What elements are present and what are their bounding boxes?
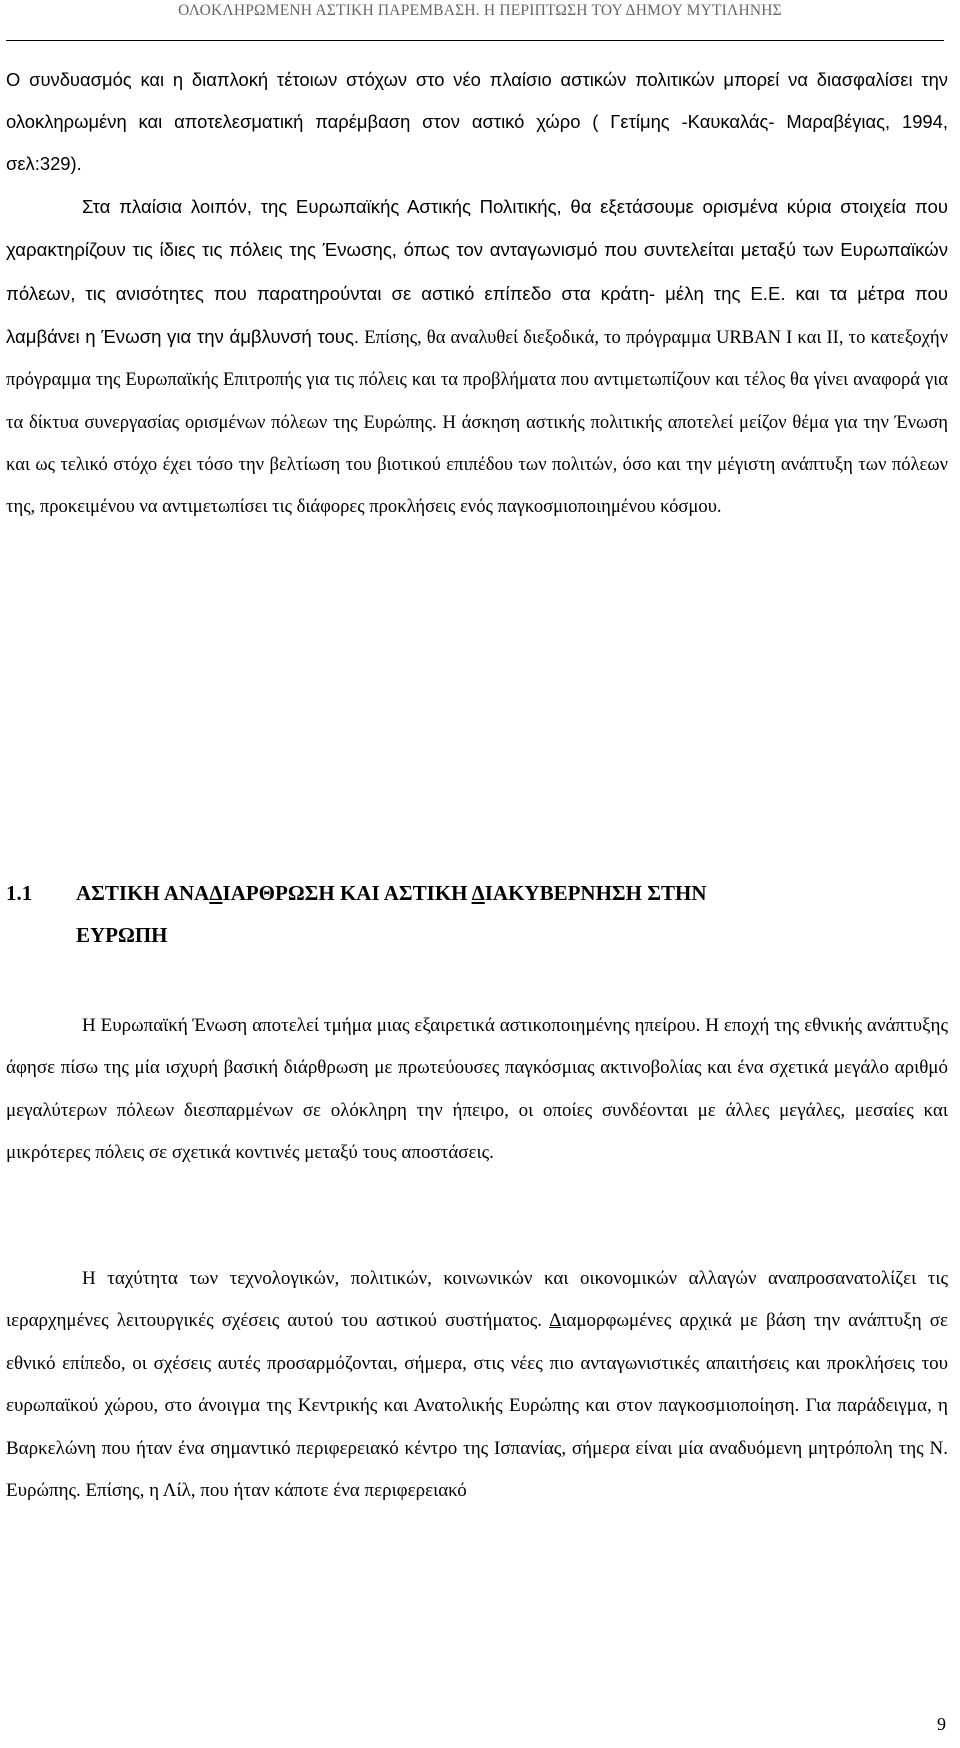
- paragraph-2-serif-part: Επίσης, θα αναλυθεί διεξοδικά, το πρόγραμμα URBAN I και II, το κατεξοχήν πρόγραμμα της Ευρωπαϊκής Επιτροπής για τις πόλεις και τα προβλήματα που αντιμετωπίζουν και τέλος θα γίνει αναφορά για τα δίκτυα συνεργασίας ορισμένων πόλεων της Ευρώπης. Η άσκηση αστικής πολιτικής αποτελεί μείζον θέμα για την Ένωση και ως τελικό στόχο έχει τόσο την βελτίωση του βιοτικού επιπέδου των πολιτών, όσο και την μέγιστη ανάπτυξη των πόλεων της, προκειμένου να αντιμετωπίσει τις διάφορες προκλήσεις ενός παγκοσμιοποιημένου κόσμου.: [6, 327, 948, 518]
- paragraph-3: Η Ευρωπαϊκή Ένωση αποτελεί τμήμα μιας εξαιρετικά αστικοποιημένης ηπείρου. Η εποχή της εθνικής ανάπτυξης άφησε πίσω της μία ισχυρή βασική διάρθρωση με πρωτεύουσες παγκόσμιας ακτινοβολίας και ένα σχετικά μεγάλο αριθμό μεγαλύτερων πόλεων διεσπαρμένων σε ολόκληρη την ήπειρο, οι οποίες συνδέονται με άλλες μεγάλες, μεσαίες και μικρότερες πόλεις σε σχετικά κοντινές μεταξύ τους αποστάσεις.: [6, 1015, 948, 1164]
- paragraph-4-part-b: ιαμορφωμένες αρχικά με βάση την ανάπτυξη σε εθνικό επίπεδο, οι σχέσεις αυτές προσαρμόζονται, σήμερα, στις νέες πιο ανταγωνιστικές απαιτήσεις και προκλήσεις του ευρωπαϊκού χώρου, στο άνοιγμα της Κεντρικής και Ανατολικής Ευρώπης και στον παγκοσμιοποίηση. Για παράδειγμα, η Βαρκελώνη που ήταν ένα σημαντικό περιφερειακό κέντρο της Ισπανίας, σήμερα είναι μία αναδυόμενη μητρόπολη της Ν. Ευρώπης. Επίσης, η Λίλ, που ήταν κάποτε ένα περιφερειακό: [6, 1310, 948, 1502]
- paragraph-4-underlined-letter: Δ: [549, 1310, 562, 1332]
- section-heading: [6, 872, 948, 914]
- section-title-line-2: ΕΥΡΩΠΗ: [76, 923, 168, 947]
- header-rule: [6, 40, 944, 41]
- paragraph-4-part-a: Η ταχύτητα των τεχνολογικών, πολιτικών, κοινωνικών και οικονομικών αλλαγών αναπροσανατολίζει τις ιεραρχημένες λειτουργικές σχέσεις αυτού του αστικού συστήματος.: [6, 1268, 948, 1332]
- section-title-underlined-1: Δ: [209, 881, 223, 905]
- section-title-part-a: ΑΣΤΙΚΗ ΑΝΑ: [76, 881, 210, 905]
- paragraph-1: Ο συνδυασμός και η διαπλοκή τέτοιων στόχων στο νέο πλαίσιο αστικών πολιτικών μπορεί να διασφαλίσει την ολοκληρωμένη και αποτελεσματική παρέμβαση στον αστικό χώρο ( Γετίμης -Καυκαλάς- Μαραβέγιας, 1994, σελ:329).: [6, 69, 948, 175]
- paragraph-2: [6, 186, 948, 529]
- running-header: ΟΛΟΚΛΗΡΩΜΕΝΗ ΑΣΤΙΚΗ ΠΑΡΕΜΒΑΣΗ. Η ΠΕΡΙΠΤΩΣΗ ΤΟΥ ΔΗΜΟΥ ΜΥΤΙΛΗΝΗΣ: [178, 2, 782, 19]
- page-number: 9: [937, 1714, 946, 1734]
- paragraph-2-sans-part: Στα πλαίσια λοιπόν, της Ευρωπαϊκής Αστικής Πολιτικής, θα εξετάσουμε ορισμένα κύρια στοιχεία που χαρακτηρίζουν τις ίδιες τις πόλεις της Ένωσης, όπως τον ανταγωνισμό που συντελείται μεταξύ των Ευρωπαϊκών πόλεων, τις ανισότητες που παρατηρούνται σε αστικό επίπεδο στα κράτη- μέλη της Ε.Ε. και τα μέτρα που λαμβάνει η Ένωση για την άμβλυνσή τους.: [6, 196, 948, 348]
- paragraph-4: [6, 1258, 948, 1512]
- section-title-part-b: ΙΑΡΘΡΩΣΗ ΚΑΙ ΑΣΤΙΚΗ: [222, 881, 472, 905]
- section-heading-continued: [6, 914, 948, 956]
- section-number: 1.1: [6, 881, 33, 905]
- section-title-part-c: ΙΑΚΥΒΕΡΝΗΣΗ ΣΤΗΝ: [484, 881, 707, 905]
- section-title-underlined-2: Δ: [471, 881, 485, 905]
